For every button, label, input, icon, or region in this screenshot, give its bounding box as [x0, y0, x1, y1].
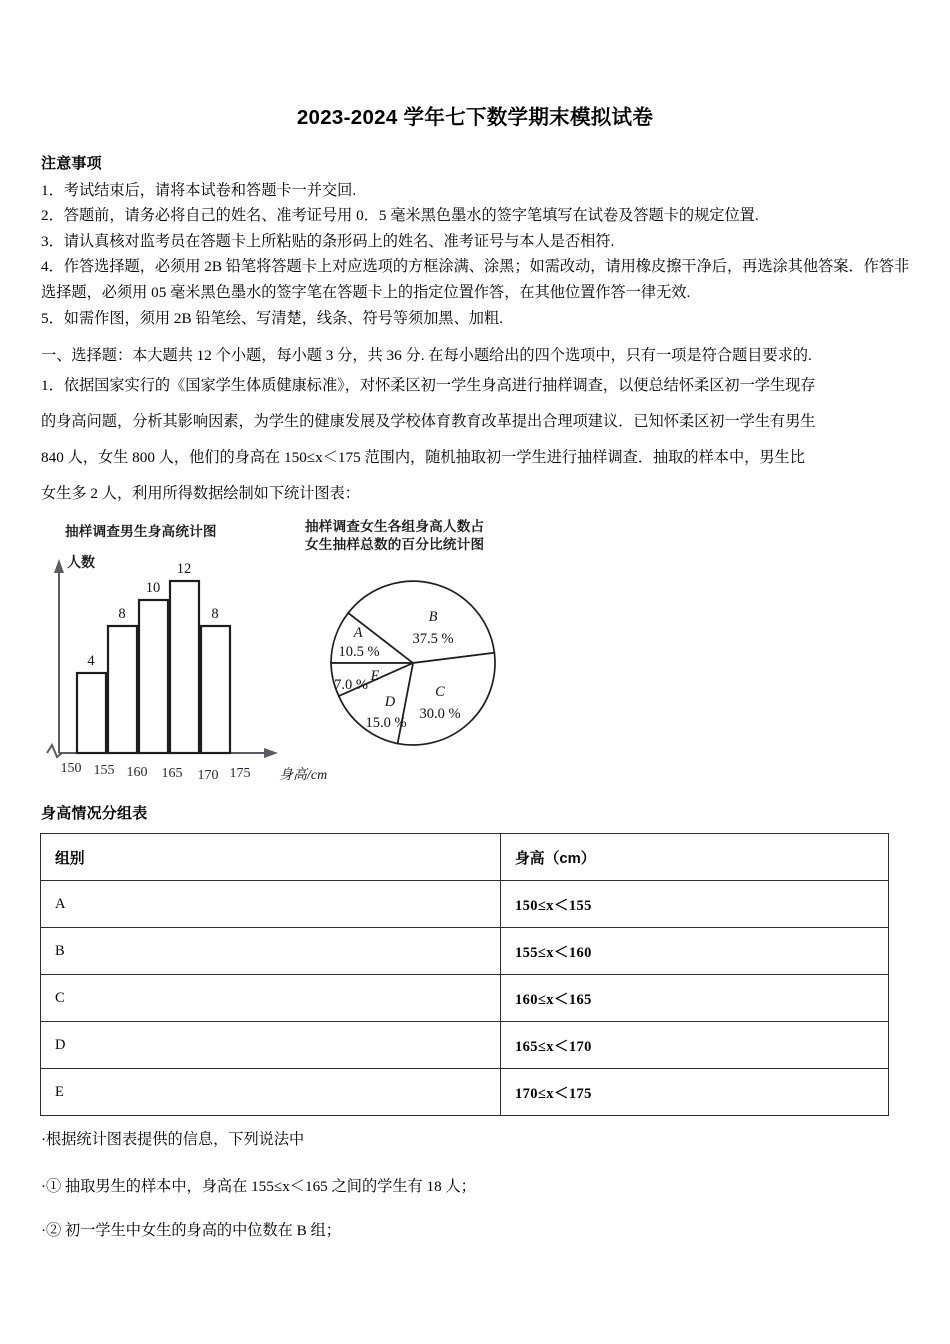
cell-range-D: 165≤x＜170 — [501, 1022, 889, 1069]
pie-label-A: A — [353, 625, 363, 641]
statement-intro: ·根据统计图表提供的信息，下列说法中 — [41, 1131, 305, 1148]
notice-item-2: 2．答题前，请务必将自己的姓名、准考证号用 0．5 毫米黑色墨水的签字笔填写在试卷及答题卡的规定位置. — [41, 207, 759, 225]
pie-chart — [313, 563, 523, 773]
x-tick-155: 155 — [93, 763, 115, 778]
cell-range-B: 155≤x＜160 — [501, 928, 889, 975]
bar-155-160 — [108, 626, 137, 753]
y-axis-arrow — [54, 559, 64, 573]
bar-150-155 — [77, 673, 106, 753]
height-group-table — [40, 833, 889, 1116]
bar-value-5: 8 — [211, 606, 219, 622]
notice-item-3: 3．请认真核对监考员在答题卡上所粘贴的条形码上的姓名、准考证号与本人是否相符. — [41, 232, 615, 250]
pie-value-A: 10.5 % — [338, 644, 380, 660]
pie-value-C: 30.0 % — [419, 706, 461, 722]
bar-165-170 — [170, 581, 199, 753]
bar-value-2: 8 — [118, 606, 126, 622]
pie-label-E: E — [370, 668, 380, 684]
cell-range-A: 150≤x＜155 — [501, 881, 889, 928]
pie-value-D: 15.0 % — [365, 715, 407, 731]
cell-group-C: C — [41, 975, 501, 1022]
bar-160-165 — [139, 600, 168, 753]
cell-range-E: 170≤x＜175 — [501, 1069, 889, 1116]
x-tick-160: 160 — [126, 765, 148, 780]
table-header-group: 组别 — [41, 834, 501, 881]
notice-item-1: 1．考试结束后，请将本试卷和答题卡一并交回. — [41, 181, 357, 199]
bar-chart — [41, 553, 341, 788]
pie-label-B: B — [428, 609, 438, 625]
table-row — [41, 1022, 889, 1069]
table-header-row — [41, 834, 889, 881]
y-axis — [54, 559, 64, 753]
cell-group-E: E — [41, 1069, 501, 1116]
x-axis-arrow — [264, 748, 278, 758]
pie-value-B: 37.5 % — [412, 631, 454, 647]
table-header-height-text: 身高（cm） — [515, 850, 596, 867]
pie-chart-title-line2: 女生抽样总数的百分比统计图 — [305, 537, 485, 552]
table-row — [41, 881, 889, 928]
section-heading: 一、选择题：本大题共 12 个小题，每小题 3 分，共 36 分. 在每小题给出的四个选项中，只有一项是符合题目要求的. — [41, 347, 812, 364]
x-tick-175: 175 — [229, 766, 251, 781]
pie-chart-title — [305, 518, 484, 554]
pie-label-C: C — [435, 684, 445, 700]
notice-heading: 注意事项 — [41, 156, 102, 172]
table-row — [41, 928, 889, 975]
question-line-3: 840 人，女生 800 人，他们的身高在 150≤x＜175 范围内，随机抽取初一学生进行抽样调查．抽取的样本中，男生比 — [41, 449, 805, 466]
notice-item-4: 4．作答选择题，必须用 2B 铅笔将答题卡上对应选项的方框涂满、涂黑；如需改动，请用橡皮擦干净后，再选涂其他答案．作答非选择题，必须用 05 毫米黑色墨水的签字笔在答题卡上的指定位置作答，在其他位置作答一律无效. — [41, 258, 910, 301]
question-line-4: 女生多 2 人，利用所得数据绘制如下统计图表： — [41, 485, 360, 502]
pie-label-D: D — [384, 694, 396, 710]
cell-range-C: 160≤x＜165 — [501, 975, 889, 1022]
cell-group-A: A — [41, 881, 501, 928]
cell-group-B: B — [41, 928, 501, 975]
x-axis-label: 身高/cm — [279, 768, 328, 783]
question-line-1: 1．依据国家实行的《国家学生体质健康标准》，对怀柔区初一学生身高进行抽样调查，以便总结怀柔区初一学生现存 — [41, 377, 816, 394]
table-row — [41, 1069, 889, 1116]
table-caption: 身高情况分组表 — [41, 805, 148, 822]
table-row — [41, 975, 889, 1022]
x-tick-150: 150 — [60, 761, 82, 776]
bar-chart-title: 抽样调查男生身高统计图 — [65, 524, 217, 539]
statement-2: ·② 初一学生中女生的身高的中位数在 B 组； — [41, 1222, 341, 1239]
pie-value-E: 7.0 % — [334, 677, 368, 693]
x-tick-170: 170 — [197, 768, 219, 783]
question-line-2: 的身高问题，分析其影响因素，为学生的健康发展及学校体育教育改革提出合理项建议．已知怀柔区初一学生有男生 — [41, 413, 816, 430]
cell-group-D: D — [41, 1022, 501, 1069]
bar-value-4: 12 — [176, 561, 192, 577]
page-title: 2023-2024 学年七下数学期末模拟试卷 — [296, 106, 654, 129]
notice-item-5: 5．如需作图，须用 2B 铅笔绘、写清楚，线条、符号等须加黑、加粗. — [41, 309, 503, 327]
pie-chart-title-line1: 抽样调查女生各组身高人数占 — [305, 519, 485, 534]
notice-block — [41, 152, 913, 331]
y-axis-label: 人数 — [67, 554, 95, 570]
bar-value-1: 4 — [87, 653, 95, 669]
table-header-height — [501, 834, 889, 881]
statement-1: ·① 抽取男生的样本中，身高在 155≤x＜165 之间的学生有 18 人； — [41, 1178, 476, 1195]
bar-170-175 — [201, 626, 230, 753]
x-tick-165: 165 — [161, 766, 183, 781]
bar-value-3: 10 — [145, 580, 161, 596]
figures-area — [41, 515, 601, 790]
